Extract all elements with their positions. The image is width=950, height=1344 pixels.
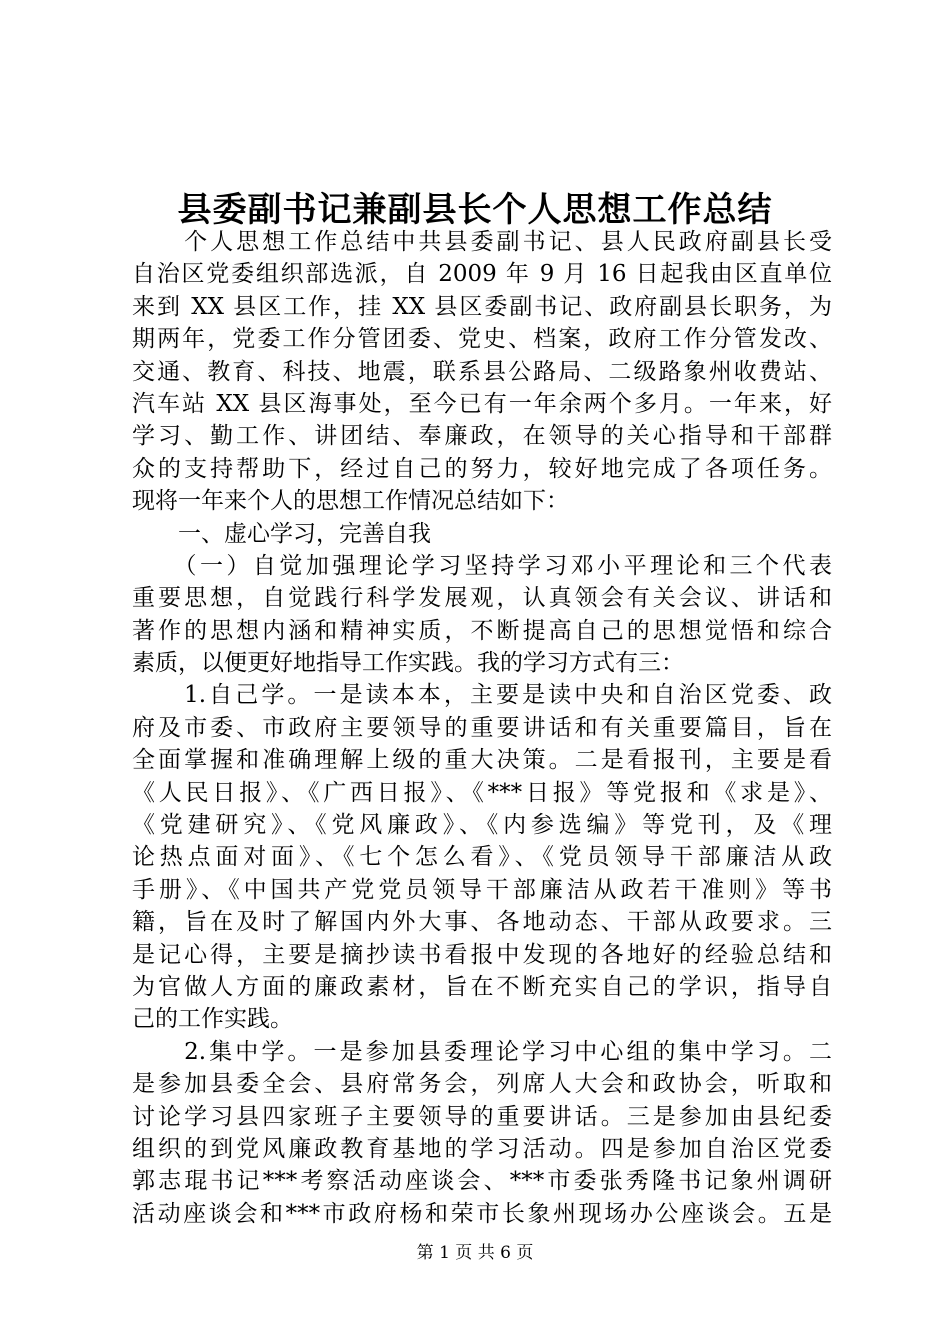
- body-line: 籍，旨在及时了解国内外大事、各地动态、干部从政要求。三: [132, 909, 832, 936]
- body-line: 论热点面对面》、《七个怎么看》、《党员领导干部廉洁从政: [132, 844, 832, 871]
- document-title: 县委副书记兼副县长个人思想工作总结: [177, 190, 773, 230]
- body-line: 全面掌握和准确理解上级的重大决策。二是看报刊，主要是看: [132, 747, 832, 774]
- body-line: 1.自己学。一是读本本，主要是读中央和自治区党委、政: [132, 682, 832, 709]
- body-line: 活动座谈会和***市政府杨和荣市长象州现场办公座谈会。五是: [132, 1200, 832, 1227]
- body-line: 自治区党委组织部选派，自 2009 年 9 月 16 日起我由区直单位: [132, 261, 832, 288]
- body-line: 组织的到党风廉政教育基地的学习活动。四是参加自治区党委: [132, 1135, 832, 1162]
- body-line: 是记心得，主要是摘抄读书看报中发现的各地好的经验总结和: [132, 941, 832, 968]
- page-number-footer: 第 1 页 共 6 页: [416, 1243, 534, 1263]
- body-line: 己的工作实践。: [132, 1006, 293, 1033]
- body-line: 郭志琨书记***考察活动座谈会、***市委张秀隆书记象州调研: [132, 1168, 832, 1195]
- body-line: 素质，以便更好地指导工作实践。我的学习方式有三：: [132, 650, 684, 677]
- body-line: （一）自觉加强理论学习坚持学习邓小平理论和三个代表: [132, 552, 832, 579]
- section-heading: 一、虚心学习，完善自我: [132, 520, 431, 547]
- body-line: 著作的思想内涵和精神实质，不断提高自己的思想觉悟和综合: [132, 617, 832, 644]
- body-line: 手册》、《中国共产党党员领导干部廉洁从政若干准则》等书: [132, 876, 832, 903]
- body-line: 《党建研究》、《党风廉政》、《内参选编》等党刊，及《理: [132, 812, 832, 839]
- body-line: 期两年，党委工作分管团委、党史、档案，政府工作分管发改、: [132, 326, 832, 353]
- body-line: 《人民日报》、《广西日报》、《***日报》等党报和《求是》、: [132, 779, 832, 806]
- body-line: 来到 XX 县区工作，挂 XX 县区委副书记、政府副县长职务，为: [132, 293, 832, 320]
- body-line: 2.集中学。一是参加县委理论学习中心组的集中学习。二: [132, 1038, 832, 1065]
- body-line: 个人思想工作总结中共县委副书记、县人民政府副县长受: [132, 229, 832, 255]
- body-line: 学习、勤工作、讲团结、奉廉政，在领导的关心指导和干部群: [132, 423, 832, 450]
- body-line: 为官做人方面的廉政素材，旨在不断充实自己的学识，指导自: [132, 973, 832, 1000]
- document-body: [132, 226, 832, 1230]
- body-line: 众的支持帮助下，经过自己的努力，较好地完成了各项任务。: [132, 455, 832, 482]
- body-line: 府及市委、市政府主要领导的重要讲话和有关重要篇目，旨在: [132, 714, 832, 741]
- body-line: 汽车站 XX 县区海事处，至今已有一年余两个多月。一年来，好: [132, 390, 832, 417]
- body-line: 是参加县委全会、县府常务会，列席人大会和政协会，听取和: [132, 1071, 832, 1098]
- body-line: 交通、教育、科技、地震，联系县公路局、二级路象州收费站、: [132, 358, 832, 385]
- body-line: 讨论学习县四家班子主要领导的重要讲话。三是参加由县纪委: [132, 1103, 832, 1130]
- body-line: 重要思想，自觉践行科学发展观，认真领会有关会议、讲话和: [132, 585, 832, 612]
- body-line: 现将一年来个人的思想工作情况总结如下：: [132, 488, 569, 515]
